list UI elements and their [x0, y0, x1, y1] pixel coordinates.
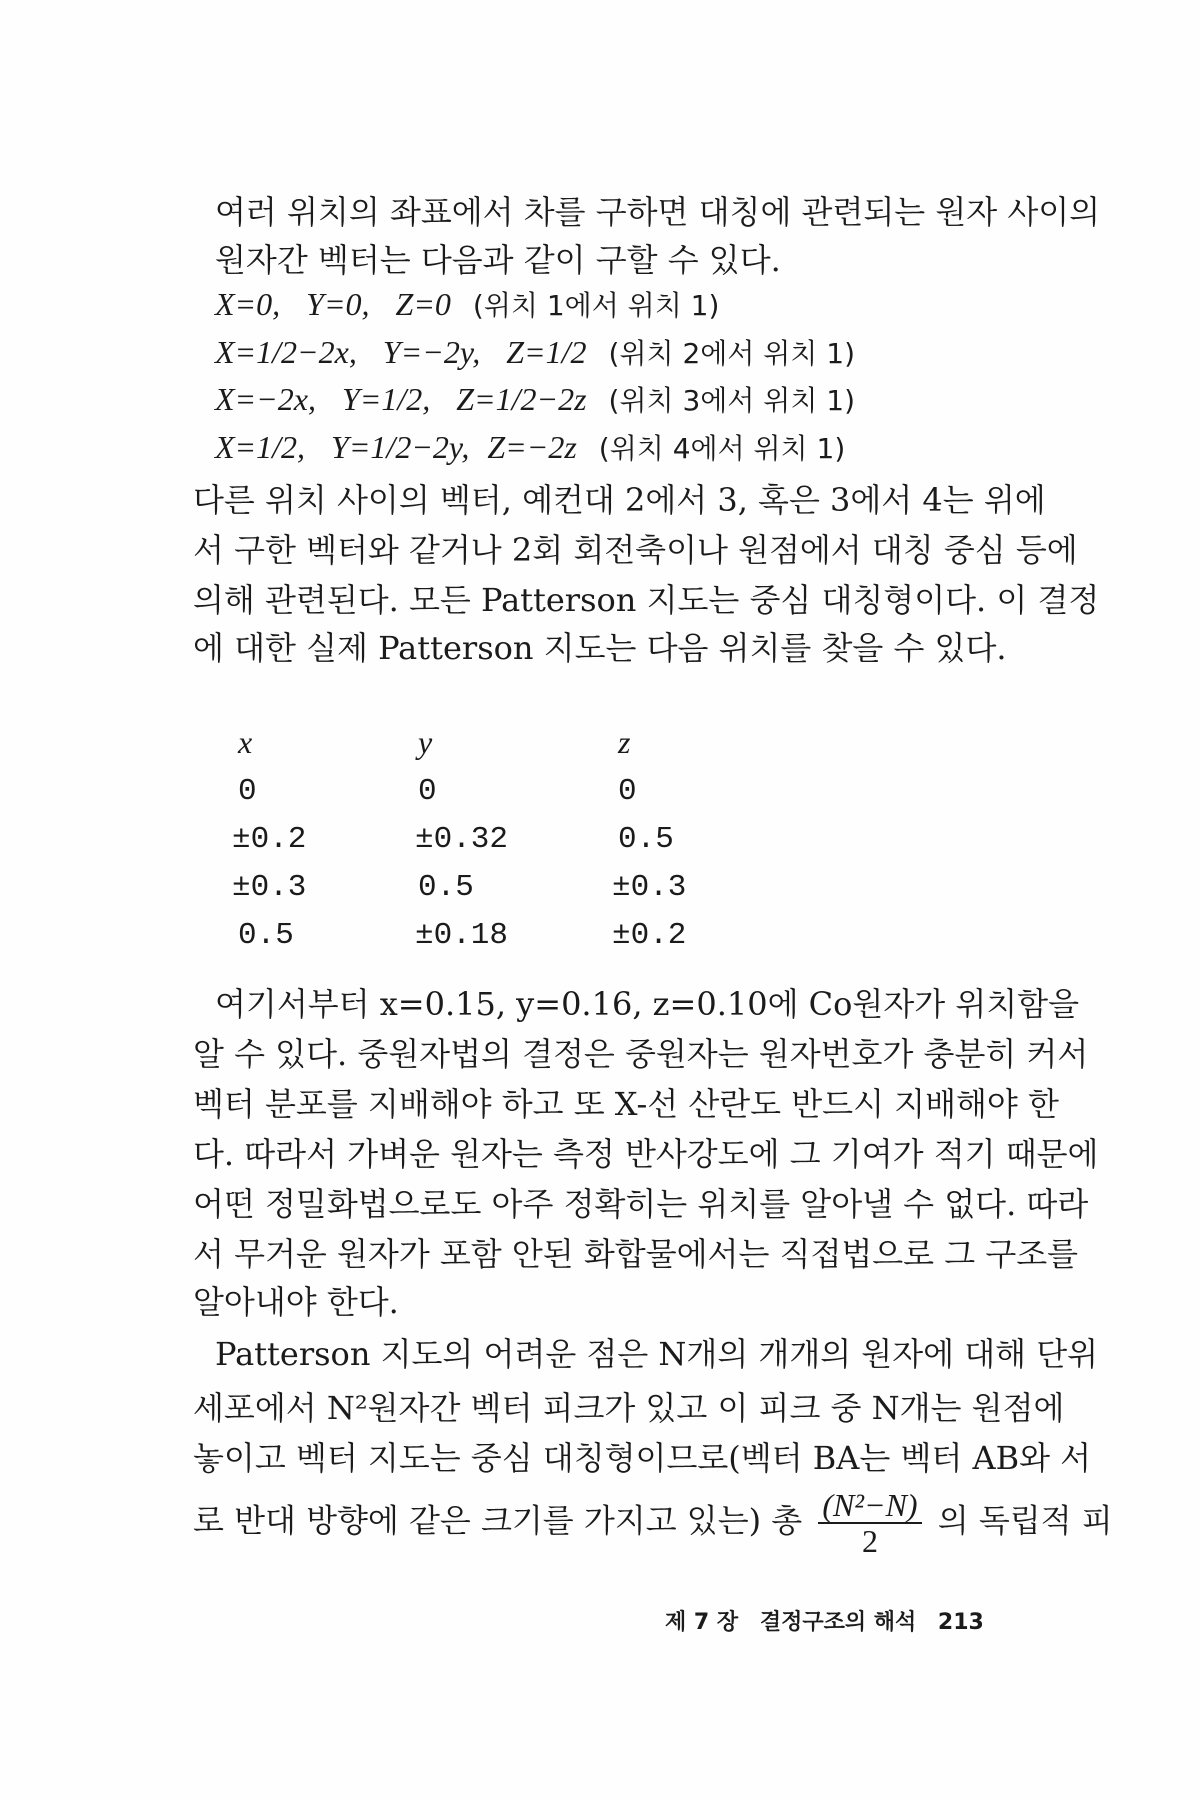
- paragraph2-line: 다른 위치 사이의 벡터, 예컨대 2에서 3, 혹은 3에서 4는 위에: [193, 481, 1046, 519]
- table-cell: ±0.3: [232, 870, 307, 905]
- eq-z: Z=0: [395, 286, 451, 322]
- fraction: [818, 1488, 921, 1558]
- table-cell: ±0.18: [415, 918, 509, 953]
- equation-row: [215, 282, 1025, 328]
- table-cell: ±0.2: [612, 918, 687, 953]
- paragraph3-line: 알 수 있다. 중원자법의 결정은 중원자는 원자번호가 충분히 커서: [193, 1035, 1089, 1073]
- footer-chapter: 제 7 장: [665, 1610, 739, 1635]
- table-header-z: z: [618, 724, 631, 760]
- table-cell: ±0.2: [232, 822, 307, 857]
- paragraph3-line: 여기서부터 x=0.15, y=0.16, z=0.10에 Co원자가 위치함을: [215, 985, 1079, 1023]
- eq-y: Y=1/2−2y,: [331, 429, 470, 465]
- table-cell: ±0.32: [415, 822, 509, 857]
- paragraph2-line: 의해 관련된다. 모든 Patterson 지도는 중심 대칭형이다. 이 결정: [193, 581, 1100, 619]
- eq-z: Z=1/2−2z: [456, 381, 587, 417]
- table-cell: 0: [618, 774, 637, 809]
- paragraph2-line: 에 대한 실제 Patterson 지도는 다음 위치를 찾을 수 있다.: [193, 629, 1007, 667]
- table-cell: 0.5: [418, 870, 474, 905]
- eq-note: (위치 4에서 위치 1): [598, 432, 846, 465]
- eq-x: X=0,: [215, 286, 281, 322]
- paragraph3-line: 서 무거운 원자가 포함 안된 화합물에서는 직접법으로 그 구조를: [193, 1235, 1079, 1273]
- table-cell: 0.5: [618, 822, 674, 857]
- page-number: 213: [937, 1610, 984, 1635]
- paragraph1-line: 원자간 벡터는 다음과 같이 구할 수 있다.: [215, 241, 781, 279]
- equation-row: [215, 377, 1025, 423]
- eq-y: Y=−2y,: [382, 334, 481, 370]
- paragraph3-line: 다. 따라서 가벼운 원자는 측정 반사강도에 그 기여가 적기 때문에: [193, 1135, 1099, 1173]
- paragraph3-line: 알아내야 한다.: [193, 1283, 399, 1321]
- paragraph4-line: 세포에서 N²원자간 벡터 피크가 있고 이 피크 중 N개는 원점에: [193, 1389, 1065, 1427]
- table-cell: ±0.3: [612, 870, 687, 905]
- page-footer: [665, 1605, 998, 1636]
- table-cell: 0: [238, 774, 257, 809]
- fraction-numerator: (N²−N): [818, 1488, 921, 1524]
- eq-x: X=1/2,: [215, 429, 306, 465]
- paragraph2-line: 서 구한 벡터와 같거나 2회 회전축이나 원점에서 대칭 중심 등에: [193, 531, 1078, 569]
- paragraph1-line: 여러 위치의 좌표에서 차를 구하면 대칭에 관련되는 원자 사이의: [215, 193, 1101, 231]
- eq-z: Z=−2z: [487, 429, 577, 465]
- eq-x: X=−2x,: [215, 381, 316, 417]
- eq-z: Z=1/2: [506, 334, 587, 370]
- table-cell: 0.5: [238, 918, 294, 953]
- fraction-denominator: 2: [861, 1523, 878, 1559]
- eq-x: X=1/2−2x,: [215, 334, 357, 370]
- last-line-text-end: 의 독립적 피: [937, 1501, 1113, 1540]
- last-line-text: 로 반대 방향에 같은 크기를 가지고 있는) 총: [193, 1501, 803, 1540]
- table-header-x: x: [238, 724, 253, 760]
- paragraph3-line: 벡터 분포를 지배해야 하고 또 X-선 산란도 반드시 지배해야 한: [193, 1085, 1059, 1123]
- eq-note: (위치 3에서 위치 1): [608, 384, 856, 417]
- eq-y: Y=1/2,: [341, 381, 431, 417]
- eq-y: Y=0,: [306, 286, 370, 322]
- eq-note: (위치 2에서 위치 1): [608, 337, 855, 370]
- paragraph3-line: 어떤 정밀화법으로도 아주 정확히는 위치를 알아낼 수 없다. 따라: [193, 1185, 1089, 1223]
- equation-row: [215, 330, 1025, 376]
- paragraph4-last-line: [193, 1487, 1113, 1559]
- paragraph4-line: 놓이고 벡터 지도는 중심 대칭형이므로(벡터 BA는 벡터 AB와 서: [193, 1439, 1092, 1477]
- equation-row: [215, 425, 1025, 471]
- paragraph4-line: Patterson 지도의 어려운 점은 N개의 개개의 원자에 대해 단위: [215, 1335, 1099, 1373]
- footer-title: 결정구조의 해석: [759, 1610, 917, 1635]
- eq-note: (위치 1에서 위치 1): [472, 289, 720, 322]
- table-cell: 0: [418, 774, 437, 809]
- table-header-y: y: [418, 724, 433, 760]
